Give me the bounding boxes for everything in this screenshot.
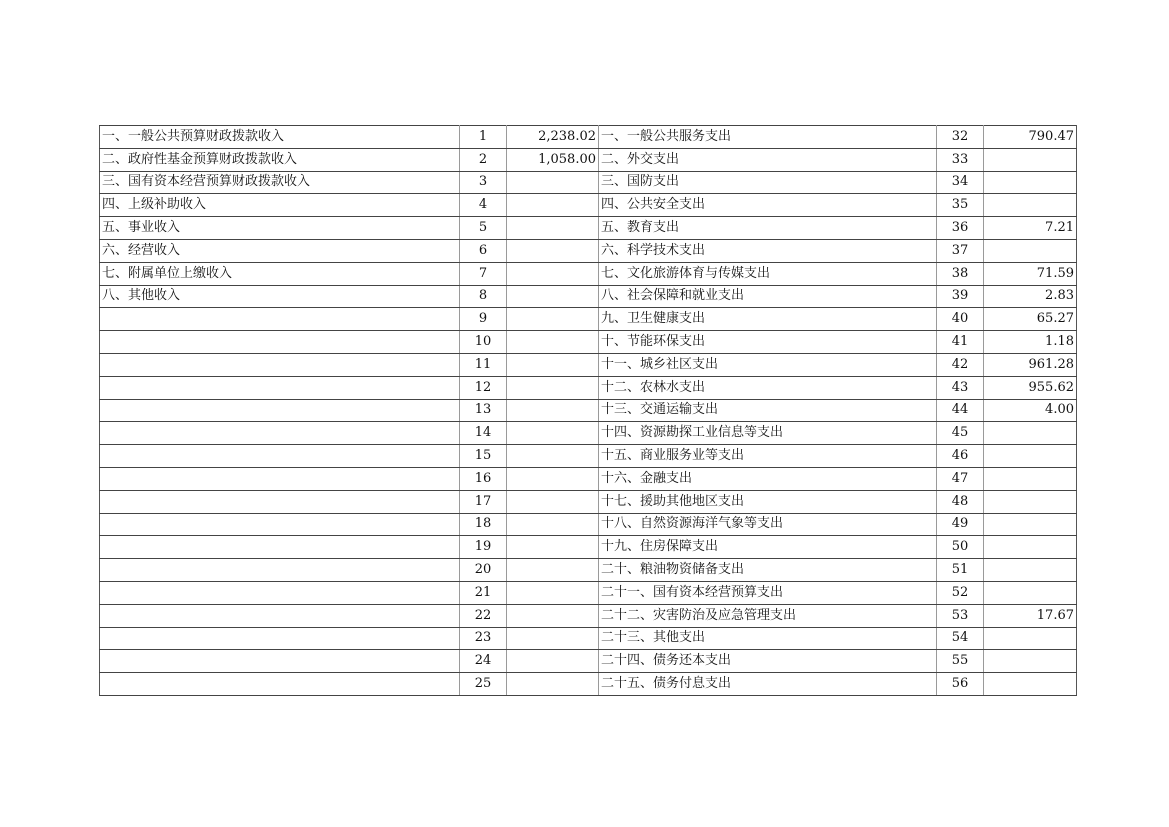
income-amount-cell — [507, 422, 599, 445]
expense-amount-cell — [984, 627, 1077, 650]
income-item-cell — [100, 399, 460, 422]
table-row — [100, 467, 1077, 490]
income-item-cell — [100, 445, 460, 468]
expense-item-cell: 十、节能环保支出 — [599, 331, 937, 354]
income-amount-cell — [507, 467, 599, 490]
expense-amount-cell: 790.47 — [984, 126, 1077, 149]
income-amount-cell — [507, 285, 599, 308]
table-row — [100, 490, 1077, 513]
table-row — [100, 353, 1077, 376]
income-line-number-cell: 17 — [460, 490, 507, 513]
income-line-number-cell: 15 — [460, 445, 507, 468]
expense-item-cell: 十一、城乡社区支出 — [599, 353, 937, 376]
income-amount-cell — [507, 308, 599, 331]
expense-item-cell: 二十五、债务付息支出 — [599, 673, 937, 696]
income-amount-cell — [507, 604, 599, 627]
expense-line-number-cell: 45 — [937, 422, 984, 445]
table-row — [100, 217, 1077, 240]
expense-amount-cell — [984, 650, 1077, 673]
income-line-number-cell: 18 — [460, 513, 507, 536]
expense-amount-cell: 961.28 — [984, 353, 1077, 376]
expense-item-cell: 八、社会保障和就业支出 — [599, 285, 937, 308]
expense-item-cell: 二十四、债务还本支出 — [599, 650, 937, 673]
expense-amount-cell — [984, 148, 1077, 171]
expense-item-cell: 四、公共安全支出 — [599, 194, 937, 217]
expense-amount-cell — [984, 422, 1077, 445]
expense-line-number-cell: 43 — [937, 376, 984, 399]
expense-line-number-cell: 55 — [937, 650, 984, 673]
income-amount-cell — [507, 194, 599, 217]
income-item-cell: 八、其他收入 — [100, 285, 460, 308]
income-item-cell — [100, 536, 460, 559]
expense-line-number-cell: 51 — [937, 559, 984, 582]
table-row — [100, 536, 1077, 559]
expense-item-cell: 九、卫生健康支出 — [599, 308, 937, 331]
income-amount-cell: 2,238.02 — [507, 126, 599, 149]
income-item-cell — [100, 559, 460, 582]
income-line-number-cell: 22 — [460, 604, 507, 627]
income-line-number-cell: 1 — [460, 126, 507, 149]
expense-item-cell: 一、一般公共服务支出 — [599, 126, 937, 149]
expense-line-number-cell: 42 — [937, 353, 984, 376]
expense-line-number-cell: 46 — [937, 445, 984, 468]
expense-line-number-cell: 35 — [937, 194, 984, 217]
expense-amount-cell — [984, 513, 1077, 536]
income-item-cell — [100, 513, 460, 536]
expense-line-number-cell: 39 — [937, 285, 984, 308]
income-item-cell — [100, 467, 460, 490]
expense-amount-cell — [984, 445, 1077, 468]
expense-amount-cell: 71.59 — [984, 262, 1077, 285]
table-row — [100, 148, 1077, 171]
expense-line-number-cell: 49 — [937, 513, 984, 536]
expense-line-number-cell: 34 — [937, 171, 984, 194]
income-amount-cell — [507, 559, 599, 582]
expense-item-cell: 十九、住房保障支出 — [599, 536, 937, 559]
table-row — [100, 513, 1077, 536]
income-amount-cell — [507, 331, 599, 354]
expense-amount-cell — [984, 536, 1077, 559]
expense-item-cell: 十八、自然资源海洋气象等支出 — [599, 513, 937, 536]
income-amount-cell — [507, 536, 599, 559]
income-line-number-cell: 14 — [460, 422, 507, 445]
table-row — [100, 673, 1077, 696]
expense-amount-cell: 17.67 — [984, 604, 1077, 627]
income-amount-cell — [507, 627, 599, 650]
income-line-number-cell: 2 — [460, 148, 507, 171]
expense-line-number-cell: 47 — [937, 467, 984, 490]
income-amount-cell — [507, 262, 599, 285]
table-row — [100, 308, 1077, 331]
expense-item-cell: 三、国防支出 — [599, 171, 937, 194]
expense-amount-cell — [984, 467, 1077, 490]
income-line-number-cell: 12 — [460, 376, 507, 399]
income-item-cell — [100, 673, 460, 696]
table-row — [100, 171, 1077, 194]
income-item-cell — [100, 308, 460, 331]
income-item-cell — [100, 331, 460, 354]
expense-line-number-cell: 36 — [937, 217, 984, 240]
table-row — [100, 126, 1077, 149]
table-row — [100, 399, 1077, 422]
budget-table-body — [100, 126, 1077, 696]
expense-item-cell: 二十一、国有资本经营预算支出 — [599, 581, 937, 604]
income-line-number-cell: 25 — [460, 673, 507, 696]
expense-item-cell: 十四、资源勘探工业信息等支出 — [599, 422, 937, 445]
income-item-cell — [100, 376, 460, 399]
expense-amount-cell — [984, 490, 1077, 513]
income-amount-cell — [507, 399, 599, 422]
income-amount-cell — [507, 650, 599, 673]
expense-item-cell: 七、文化旅游体育与传媒支出 — [599, 262, 937, 285]
expense-item-cell: 二十、粮油物资储备支出 — [599, 559, 937, 582]
expense-item-cell: 二十三、其他支出 — [599, 627, 937, 650]
income-item-cell: 五、事业收入 — [100, 217, 460, 240]
expense-item-cell: 六、科学技术支出 — [599, 239, 937, 262]
income-line-number-cell: 8 — [460, 285, 507, 308]
expense-line-number-cell: 52 — [937, 581, 984, 604]
table-row — [100, 604, 1077, 627]
income-line-number-cell: 19 — [460, 536, 507, 559]
expense-amount-cell: 1.18 — [984, 331, 1077, 354]
budget-table — [99, 125, 1077, 696]
income-line-number-cell: 24 — [460, 650, 507, 673]
expense-item-cell: 二、外交支出 — [599, 148, 937, 171]
expense-line-number-cell: 40 — [937, 308, 984, 331]
expense-line-number-cell: 50 — [937, 536, 984, 559]
income-amount-cell: 1,058.00 — [507, 148, 599, 171]
income-line-number-cell: 10 — [460, 331, 507, 354]
income-item-cell — [100, 581, 460, 604]
expense-item-cell: 十六、金融支出 — [599, 467, 937, 490]
table-row — [100, 331, 1077, 354]
expense-amount-cell — [984, 581, 1077, 604]
income-amount-cell — [507, 376, 599, 399]
expense-amount-cell: 4.00 — [984, 399, 1077, 422]
table-row — [100, 422, 1077, 445]
income-item-cell — [100, 422, 460, 445]
table-row — [100, 239, 1077, 262]
expense-line-number-cell: 32 — [937, 126, 984, 149]
expense-item-cell: 十二、农林水支出 — [599, 376, 937, 399]
expense-line-number-cell: 33 — [937, 148, 984, 171]
income-line-number-cell: 7 — [460, 262, 507, 285]
expense-line-number-cell: 41 — [937, 331, 984, 354]
expense-item-cell: 十五、商业服务业等支出 — [599, 445, 937, 468]
income-item-cell — [100, 650, 460, 673]
income-item-cell — [100, 353, 460, 376]
income-item-cell: 三、国有资本经营预算财政拨款收入 — [100, 171, 460, 194]
income-amount-cell — [507, 353, 599, 376]
table-row — [100, 262, 1077, 285]
income-amount-cell — [507, 673, 599, 696]
income-amount-cell — [507, 217, 599, 240]
expense-item-cell: 五、教育支出 — [599, 217, 937, 240]
income-amount-cell — [507, 581, 599, 604]
income-line-number-cell: 16 — [460, 467, 507, 490]
income-amount-cell — [507, 445, 599, 468]
income-line-number-cell: 20 — [460, 559, 507, 582]
expense-line-number-cell: 44 — [937, 399, 984, 422]
expense-line-number-cell: 38 — [937, 262, 984, 285]
income-amount-cell — [507, 490, 599, 513]
income-item-cell: 七、附属单位上缴收入 — [100, 262, 460, 285]
table-row — [100, 581, 1077, 604]
table-row — [100, 445, 1077, 468]
income-line-number-cell: 11 — [460, 353, 507, 376]
table-row — [100, 650, 1077, 673]
income-line-number-cell: 9 — [460, 308, 507, 331]
table-row — [100, 285, 1077, 308]
income-item-cell: 二、政府性基金预算财政拨款收入 — [100, 148, 460, 171]
expense-line-number-cell: 48 — [937, 490, 984, 513]
income-amount-cell — [507, 171, 599, 194]
income-item-cell: 四、上级补助收入 — [100, 194, 460, 217]
table-row — [100, 627, 1077, 650]
expense-line-number-cell: 37 — [937, 239, 984, 262]
expense-amount-cell — [984, 559, 1077, 582]
table-row — [100, 559, 1077, 582]
income-line-number-cell: 23 — [460, 627, 507, 650]
expense-amount-cell: 2.83 — [984, 285, 1077, 308]
income-item-cell — [100, 627, 460, 650]
income-line-number-cell: 21 — [460, 581, 507, 604]
income-line-number-cell: 13 — [460, 399, 507, 422]
income-amount-cell — [507, 513, 599, 536]
expense-item-cell: 十七、援助其他地区支出 — [599, 490, 937, 513]
income-item-cell: 一、一般公共预算财政拨款收入 — [100, 126, 460, 149]
expense-amount-cell — [984, 239, 1077, 262]
expense-amount-cell — [984, 171, 1077, 194]
expense-amount-cell: 7.21 — [984, 217, 1077, 240]
income-item-cell — [100, 604, 460, 627]
income-line-number-cell: 6 — [460, 239, 507, 262]
expense-amount-cell: 955.62 — [984, 376, 1077, 399]
expense-line-number-cell: 53 — [937, 604, 984, 627]
table-row — [100, 376, 1077, 399]
expense-item-cell: 十三、交通运输支出 — [599, 399, 937, 422]
income-line-number-cell: 4 — [460, 194, 507, 217]
income-line-number-cell: 5 — [460, 217, 507, 240]
income-item-cell — [100, 490, 460, 513]
expense-line-number-cell: 56 — [937, 673, 984, 696]
expense-amount-cell — [984, 673, 1077, 696]
expense-amount-cell: 65.27 — [984, 308, 1077, 331]
table-row — [100, 194, 1077, 217]
income-item-cell: 六、经营收入 — [100, 239, 460, 262]
expense-item-cell: 二十二、灾害防治及应急管理支出 — [599, 604, 937, 627]
expense-line-number-cell: 54 — [937, 627, 984, 650]
income-amount-cell — [507, 239, 599, 262]
expense-amount-cell — [984, 194, 1077, 217]
income-line-number-cell: 3 — [460, 171, 507, 194]
